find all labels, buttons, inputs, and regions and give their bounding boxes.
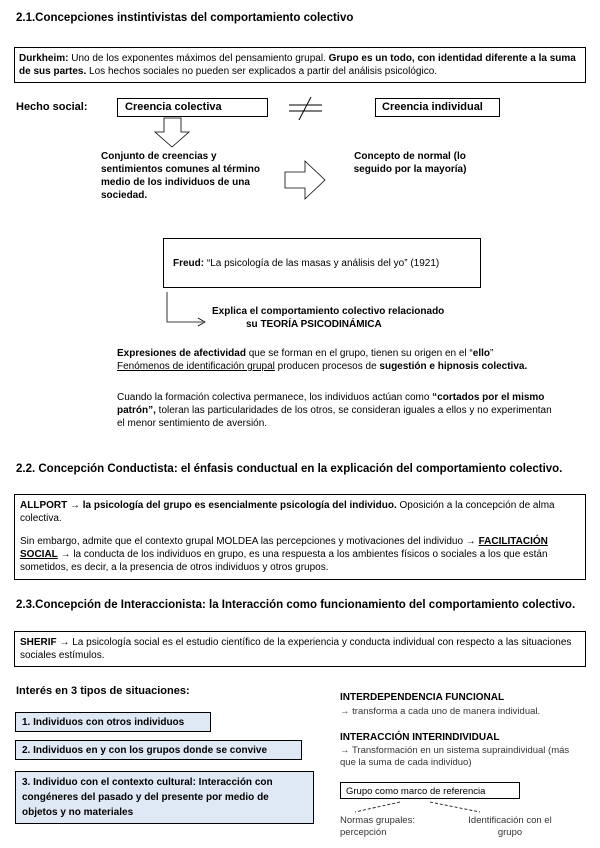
cuando-bold: “cortados por el mismo patrón”, [117,392,545,416]
identificacion-text: Identificación con el grupo [468,815,552,838]
expresiones-text-2: ” [490,348,494,359]
conjunto-text: Conjunto de creencias y sentimientos comunes al término medio de los individuos de una sociedad. [101,151,260,201]
explica-line-2: su TEORÍA PSICODINÁMICA [246,319,382,330]
expresiones-text-1: que se forman en el grupo, tienen su origen en el “ [245,348,473,359]
sherif-bold: SHERIF [20,637,57,648]
down-arrow-icon [155,118,189,147]
expresiones-bold-2: sugestión e hipnosis colectiva. [379,361,528,372]
situacion-item-2: 2. Individuos en y con los grupos donde se convive [15,740,302,760]
allport-text: Oposición a la concepción de alma colectiva. [20,500,555,524]
interdependencia-title: INTERDEPENDENCIA FUNCIONAL [340,692,505,703]
interaccion-title: INTERACCIÓN INTERINDIVIDUAL [340,732,500,743]
expresiones-bold: Expresiones de afectividad [117,348,246,359]
sherif-box [14,631,586,667]
facilitacion-social: FACILITACIÓN SOCIAL [20,536,548,560]
sin-text-2: → la conducta de los individuos en grupo, es una respuesta a los ambientes físicos o sociales a los que están sometidos, es decir, a la presencia de otros individuos y otros grupos. [20,549,548,573]
bent-arrow-line [167,292,203,322]
expresiones-paragraph [117,347,579,373]
dashed-line-right [430,802,480,812]
dashed-line-left [355,802,400,812]
durkheim-text-1: Uno de los exponentes máximos del pensamiento grupal. [68,53,329,64]
not-equal-slash [299,97,311,120]
creencia-colectiva-box: Creencia colectiva [117,98,268,117]
section-2-2-title: 2.2. Concepción Conductista: el énfasis conductual en la explicación del comportamiento colectivo. [16,463,563,475]
cuando-text-1: Cuando la formación colectiva permanece, los individuos actúan como [117,392,433,403]
interes-label: Interés en 3 tipos de situaciones: [16,685,190,697]
sherif-text: → La psicología social es el estudio científico de la experiencia y conducta individual con respecto a las situaciones sociales estímulos. [20,637,572,661]
freud-text: “La psicología de las masas y análisis del yo” (1921) [204,258,440,269]
grupo-marco-box: Grupo como marco de referencia [340,782,520,799]
freud-name: Freud: [173,258,205,269]
allport-box [14,494,586,580]
durkheim-text-2: Los hechos sociales no pueden ser explicados a partir del análisis psicológico. [86,66,438,77]
allport-paragraph [20,499,580,525]
explica-line-1: Explica el comportamiento colectivo relacionado [212,306,445,317]
allport-bold: ALLPORT → la psicología del grupo es esencialmente psicología del individuo. [20,500,397,511]
sin-text-1: Sin embargo, admite que el contexto grupal MOLDEA las percepciones y motivaciones del individuo → [20,536,476,547]
creencia-individual-box: Creencia individual [375,98,500,117]
situacion-item-3: 3. Individuo con el contexto cultural: Interacción con congéneres del pasado y del presente por medio de objetos y no materiales [15,771,314,824]
normas-text: Normas grupales: percepción [340,815,415,838]
durkheim-bold: Grupo es un todo, con identidad diferente a la suma de sus partes. [19,53,576,77]
interaccion-text: → Transformación en un sistema supraindividual (más que la suma de cada individuo) [340,745,570,768]
freud-box [163,238,481,288]
section-2-3-title: 2.3.Concepción de Interaccionista: la Interacción como funcionamiento del comportamiento colectivo. [16,599,576,611]
expresiones-text-3: producen procesos de [274,361,380,372]
hecho-social-label: Hecho social: [16,101,88,113]
interdependencia-text: → transforma a cada uno de manera individual. [340,706,541,717]
concepto-normal-text: Concepto de normal (lo seguido por la mayoría) [353,151,467,175]
cuando-paragraph [117,391,562,430]
expresiones-underline: Fenómenos de identificación grupal [117,361,275,372]
section-2-1-title: 2.1.Concepciones instintivistas del comportamiento colectivo [16,12,354,24]
durkheim-name: Durkheim: [19,53,69,64]
expresiones-ello: ello [472,348,490,359]
sin-embargo-paragraph [20,535,580,574]
cuando-text-2: toleran las particularidades de los otros, se consideran iguales a ellos y no experimentan el menor sentimiento de aversión. [117,405,552,429]
situacion-item-1: 1. Individuos con otros individuos [15,712,211,732]
right-arrow-icon [285,161,325,199]
